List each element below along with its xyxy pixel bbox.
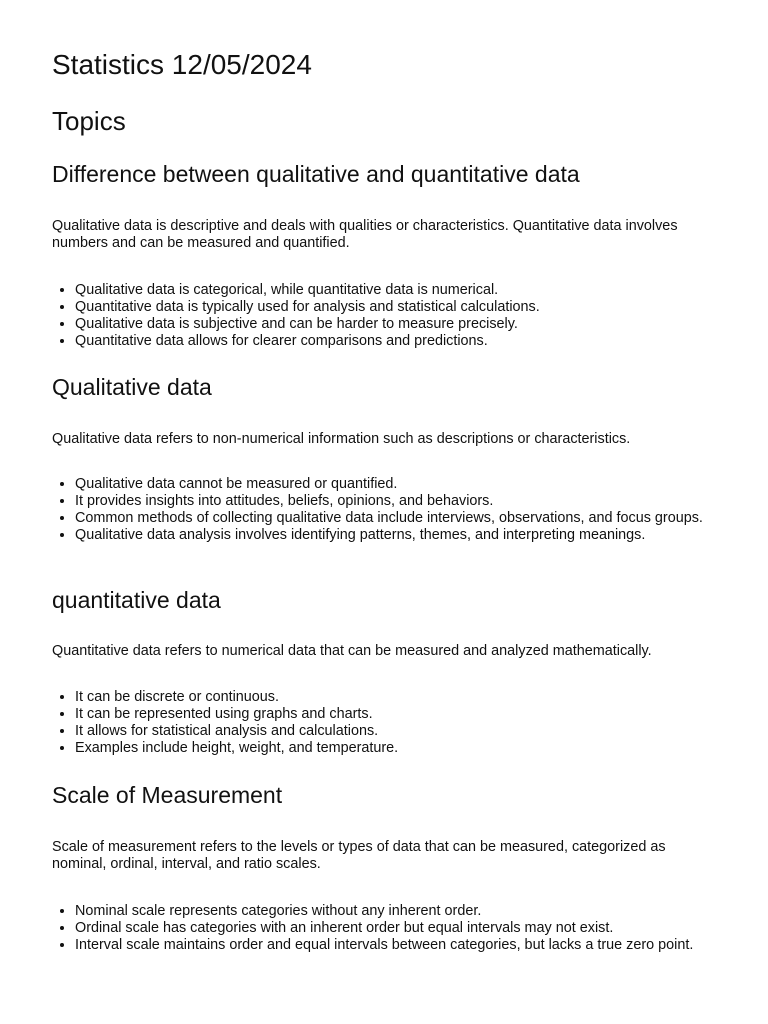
list-item: • Interval scale maintains order and equal intervals between categories, but lacks a true zero point.	[75, 937, 716, 954]
section-heading: Qualitative data	[52, 374, 212, 400]
section-heading: quantitative data	[52, 587, 221, 613]
list-item: • Quantitative data is typically used for analysis and statistical calculations.	[75, 299, 716, 316]
section-paragraph: Quantitative data refers to numerical data that can be measured and analyzed mathematically.	[52, 643, 652, 659]
page-title: Statistics 12/05/2024	[52, 49, 312, 80]
list-item: • Qualitative data analysis involves identifying patterns, themes, and interpreting meanings.	[75, 527, 716, 544]
list-item: • Quantitative data allows for clearer comparisons and predictions.	[75, 333, 716, 350]
list-item: • Nominal scale represents categories without any inherent order.	[75, 903, 716, 920]
list-item: • It can be represented using graphs and charts.	[75, 706, 716, 723]
bullet-list	[52, 282, 716, 350]
list-item: • Examples include height, weight, and temperature.	[75, 740, 716, 757]
section-paragraph: Scale of measurement refers to the levels or types of data that can be measured, categorized as nominal, ordinal, interval, and ratio scales.	[52, 839, 666, 872]
list-item: • Qualitative data cannot be measured or quantified.	[75, 476, 716, 493]
list-item: • Common methods of collecting qualitative data include interviews, observations, and focus groups.	[75, 510, 716, 527]
bullet-list	[52, 476, 716, 544]
section-heading: Scale of Measurement	[52, 782, 283, 808]
list-item: • Ordinal scale has categories with an inherent order but equal intervals may not exist.	[75, 920, 716, 937]
section-paragraph: Qualitative data is descriptive and deals with qualities or characteristics. Quantitative data involves numbers and can be measured and quantified.	[52, 218, 678, 251]
section-paragraph: Qualitative data refers to non-numerical information such as descriptions or characteristics.	[52, 431, 631, 447]
bullet-list	[52, 903, 716, 954]
bullet-list	[52, 689, 716, 757]
list-item: • Qualitative data is categorical, while quantitative data is numerical.	[75, 282, 716, 299]
list-item: • It can be discrete or continuous.	[75, 689, 716, 706]
list-item: • Qualitative data is subjective and can be harder to measure precisely.	[75, 316, 716, 333]
topics-heading: Topics	[52, 106, 126, 136]
section-heading: Difference between qualitative and quantitative data	[52, 161, 580, 187]
list-item: • It provides insights into attitudes, beliefs, opinions, and behaviors.	[75, 493, 716, 510]
list-item: • It allows for statistical analysis and calculations.	[75, 723, 716, 740]
